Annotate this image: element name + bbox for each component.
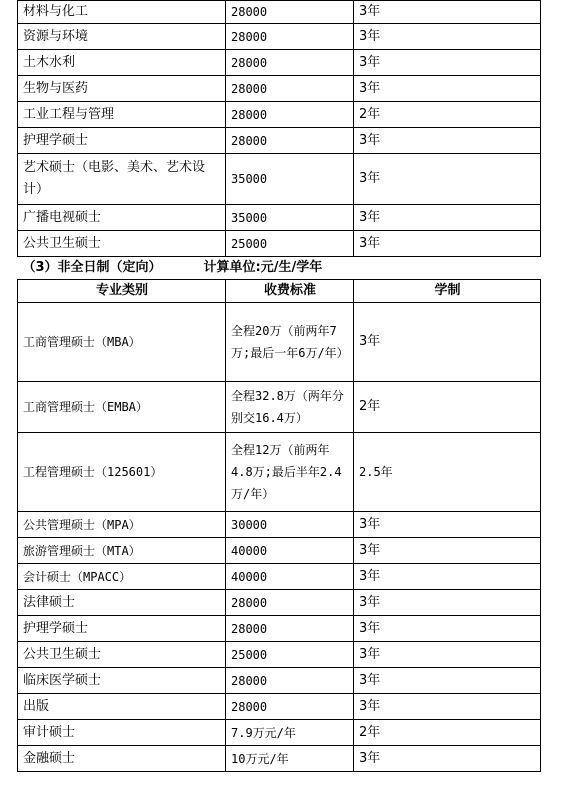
years-cell: 3年 [354,668,541,694]
table-row [18,102,541,128]
major-cell: 公共管理硕士（MPA） [18,512,226,538]
bottom-table-body [18,303,541,772]
fee-cell: 40000 [226,564,354,590]
major-cell: 广播电视硕士 [18,205,226,231]
table-row [18,128,541,154]
years-cell: 3年 [354,590,541,616]
fee-cell: 28000 [226,616,354,642]
major-cell: 工商管理硕士（MBA） [18,303,226,382]
major-cell: 工程管理硕士（125601） [18,433,226,512]
major-cell: 生物与医药 [18,76,226,102]
years-cell: 2年 [354,382,541,433]
fee-table [17,0,541,772]
years-cell: 3年 [354,1,541,24]
table-row [18,720,541,746]
fee-cell: 28000 [226,50,354,76]
major-cell: 会计硕士（MPACC） [18,564,226,590]
major-cell: 法律硕士 [18,590,226,616]
years-cell: 3年 [354,303,541,382]
fee-table-sheet [17,0,540,772]
years-cell: 3年 [354,24,541,50]
table-row [18,50,541,76]
major-cell: 金融硕士 [18,746,226,772]
table-row [18,231,541,257]
fee-cell: 28000 [226,128,354,154]
section-title: （3）非全日制（定向） [22,260,162,275]
major-cell: 公共卫生硕士 [18,642,226,668]
table-row [18,433,541,512]
fee-cell: 28000 [226,590,354,616]
years-cell: 3年 [354,128,541,154]
major-cell: 出版 [18,694,226,720]
major-cell: 旅游管理硕士（MTA） [18,538,226,564]
table-row [18,1,541,24]
major-cell: 材料与化工 [18,1,226,24]
major-cell: 艺术硕士（电影、美术、艺术设计） [18,154,226,205]
years-cell: 3年 [354,694,541,720]
fee-cell: 全程20万（前两年7万;最后一年6万/年） [226,303,354,382]
table-row [18,642,541,668]
fee-cell: 28000 [226,1,354,24]
section-unit: 计算单位:元/生/学年 [203,260,323,275]
years-cell: 3年 [354,564,541,590]
fee-cell: 25000 [226,231,354,257]
table-row [18,205,541,231]
table-row [18,303,541,382]
major-cell: 护理学硕士 [18,128,226,154]
fee-cell: 7.9万元/年 [226,720,354,746]
fee-cell: 全程12万（前两年4.8万;最后半年2.4万/年） [226,433,354,512]
years-cell: 3年 [354,205,541,231]
major-cell: 工商管理硕士（EMBA） [18,382,226,433]
years-cell: 3年 [354,76,541,102]
years-cell: 2.5年 [354,433,541,512]
years-cell: 2年 [354,102,541,128]
major-cell: 公共卫生硕士 [18,231,226,257]
fee-cell: 28000 [226,24,354,50]
fee-cell: 35000 [226,154,354,205]
table-row [18,538,541,564]
header-fee: 收费标准 [226,280,354,303]
fee-cell: 28000 [226,694,354,720]
fee-cell: 全程32.8万（两年分别交16.4万） [226,382,354,433]
major-cell: 审计硕士 [18,720,226,746]
table-row [18,616,541,642]
years-cell: 3年 [354,50,541,76]
fee-cell: 28000 [226,102,354,128]
fee-cell: 30000 [226,512,354,538]
table-row [18,590,541,616]
section-title-cell [18,257,541,280]
table-row [18,24,541,50]
section-title-row [18,257,541,280]
major-cell: 临床医学硕士 [18,668,226,694]
years-cell: 3年 [354,154,541,205]
table-header-row [18,280,541,303]
table-row [18,668,541,694]
table-row [18,512,541,538]
fee-cell: 28000 [226,76,354,102]
header-major: 专业类别 [18,280,226,303]
fee-cell: 28000 [226,668,354,694]
years-cell: 3年 [354,231,541,257]
top-table-body [18,1,541,257]
table-row [18,154,541,205]
years-cell: 3年 [354,538,541,564]
major-cell: 工业工程与管理 [18,102,226,128]
fee-cell: 35000 [226,205,354,231]
section-body [18,257,541,303]
years-cell: 3年 [354,642,541,668]
table-row [18,382,541,433]
major-cell: 护理学硕士 [18,616,226,642]
table-row [18,76,541,102]
years-cell: 3年 [354,512,541,538]
table-row [18,694,541,720]
years-cell: 2年 [354,720,541,746]
header-years: 学制 [354,280,541,303]
years-cell: 3年 [354,616,541,642]
table-row [18,746,541,772]
fee-cell: 25000 [226,642,354,668]
major-cell: 资源与环境 [18,24,226,50]
table-row [18,564,541,590]
fee-cell: 10万元/年 [226,746,354,772]
years-cell: 3年 [354,746,541,772]
fee-cell: 40000 [226,538,354,564]
major-cell: 土木水利 [18,50,226,76]
